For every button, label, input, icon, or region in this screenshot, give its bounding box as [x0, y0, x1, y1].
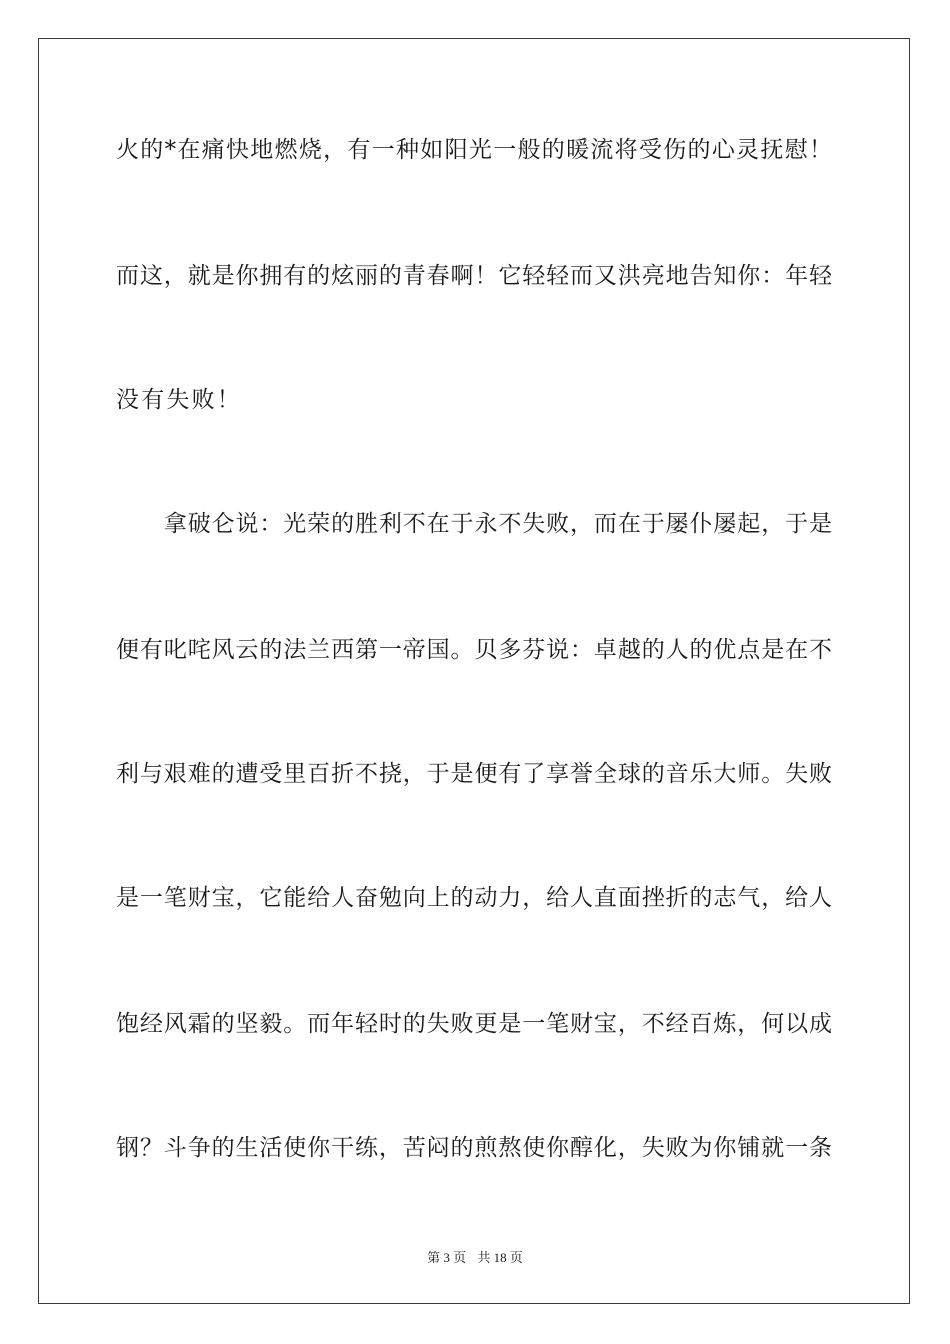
paragraph-line: 利与艰难的遭受里百折不挠，于是便有了享誉全球的音乐大师。失败 — [116, 761, 832, 787]
paragraph-line: 是一笔财宝，它能给人奋勉向上的动力，给人直面挫折的志气，给人 — [116, 885, 832, 911]
paragraph-line: 拿破仑说：光荣的胜利不在于永不失败，而在于屡仆屡起，于是 — [116, 511, 832, 537]
paragraph-line: 没有失败！ — [116, 387, 242, 413]
page-border — [38, 38, 910, 1304]
paragraph-line: 而这，就是你拥有的炫丽的青春啊！它轻轻而又洪亮地告知你：年轻 — [116, 263, 832, 289]
page-total: 共 18 页 — [477, 1250, 523, 1265]
paragraph-line: 钢？斗争的生活使你干练，苦闷的煎熬使你醇化，失败为你铺就一条 — [116, 1135, 832, 1161]
paragraph-line: 火的*在痛快地燃烧，有一种如阳光一般的暖流将受伤的心灵抚慰！ — [116, 137, 832, 163]
page-footer — [0, 1247, 950, 1266]
paragraph-line: 饱经风霜的坚毅。而年轻时的失败更是一笔财宝，不经百炼，何以成 — [116, 1011, 832, 1037]
paragraph-line: 便有叱咤风云的法兰西第一帝国。贝多芬说：卓越的人的优点是在不 — [116, 637, 832, 663]
page-number: 第 3 页 — [427, 1250, 467, 1265]
